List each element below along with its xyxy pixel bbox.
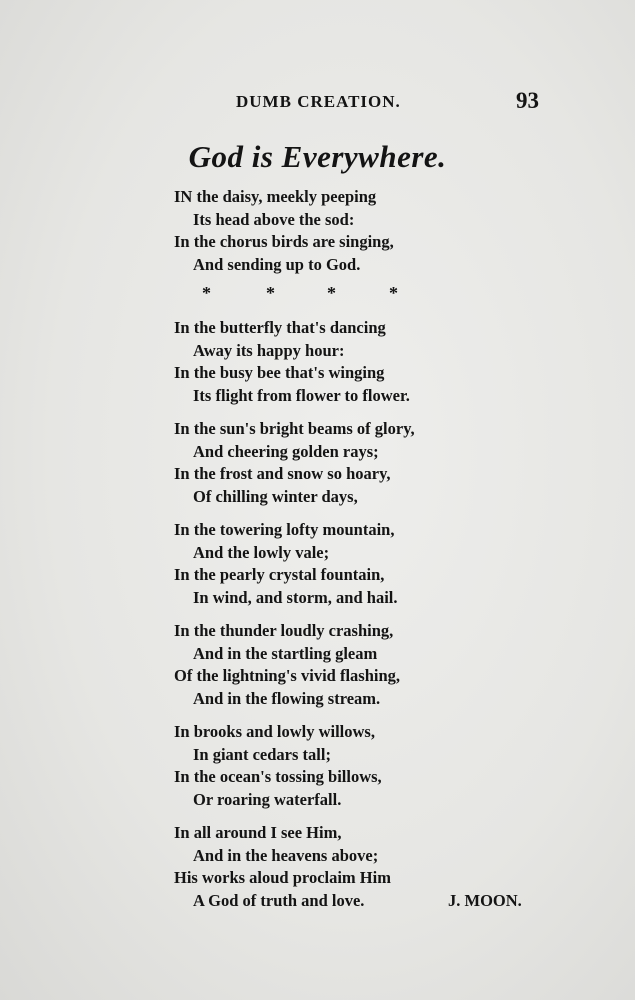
poem-line-with-signature (174, 890, 554, 913)
poem-line: Or roaring waterfall. (193, 789, 342, 809)
stanza (174, 317, 554, 407)
poem-title: God is Everywhere. (188, 139, 447, 174)
asterisk: * (202, 283, 211, 303)
poem-line: In brooks and lowly willows, (174, 722, 375, 741)
stanza (174, 620, 554, 710)
poem-body (174, 186, 554, 912)
poem-line: In the sun's bright beams of glory, (174, 419, 415, 438)
page-number: 93 (516, 88, 539, 113)
poem-line: In the pearly crystal fountain, (174, 565, 385, 584)
poem-line: In the butterfly that's dancing (174, 318, 386, 337)
poem-line: In the busy bee that's winging (174, 363, 385, 382)
poem-line: In the chorus birds are singing, (174, 232, 394, 251)
poem-line: Its head above the sod: (193, 209, 355, 229)
poem-line: In the ocean's tossing billows, (174, 767, 382, 786)
poem-line: And in the heavens above; (193, 845, 379, 865)
poem-line: His works aloud proclaim Him (174, 868, 391, 887)
poem-line: And in the flowing stream. (193, 688, 381, 708)
poem-line: And cheering golden rays; (193, 441, 379, 461)
stanza (174, 721, 554, 811)
poem-line: In the towering lofty mountain, (174, 520, 395, 539)
poem-line: In wind, and storm, and hail. (193, 587, 398, 607)
author-signature: J. MOON. (448, 890, 522, 910)
poem-line: Its flight from flower to flower. (193, 385, 410, 405)
poem-line: In all around I see Him, (174, 823, 342, 842)
stanza (174, 519, 554, 609)
stanza (174, 186, 554, 276)
poem-line: Away its happy hour: (193, 340, 345, 360)
page-header (0, 88, 635, 116)
asterisk: * (266, 283, 275, 303)
poem-line: Of the lightning's vivid flashing, (174, 666, 401, 685)
poem-line: In the thunder loudly crashing, (174, 621, 394, 640)
running-head: DUMB CREATION. (236, 92, 401, 111)
poem-line: And the lowly vale; (193, 542, 330, 562)
poem-line: In giant cedars tall; (193, 744, 331, 764)
poem-line: A God of truth and love. (193, 890, 365, 910)
stanza (174, 822, 554, 912)
poem-line: Of chilling winter days, (193, 486, 358, 506)
asterisk: * (327, 283, 336, 303)
asterisk: * (389, 283, 398, 303)
poem-line: In the frost and snow so hoary, (174, 464, 391, 483)
stanza (174, 418, 554, 508)
section-separator (174, 276, 554, 306)
poem-line: And sending up to God. (193, 254, 361, 274)
poem-line: And in the startling gleam (193, 643, 378, 663)
poem-line: IN the daisy, meekly peeping (174, 187, 377, 206)
